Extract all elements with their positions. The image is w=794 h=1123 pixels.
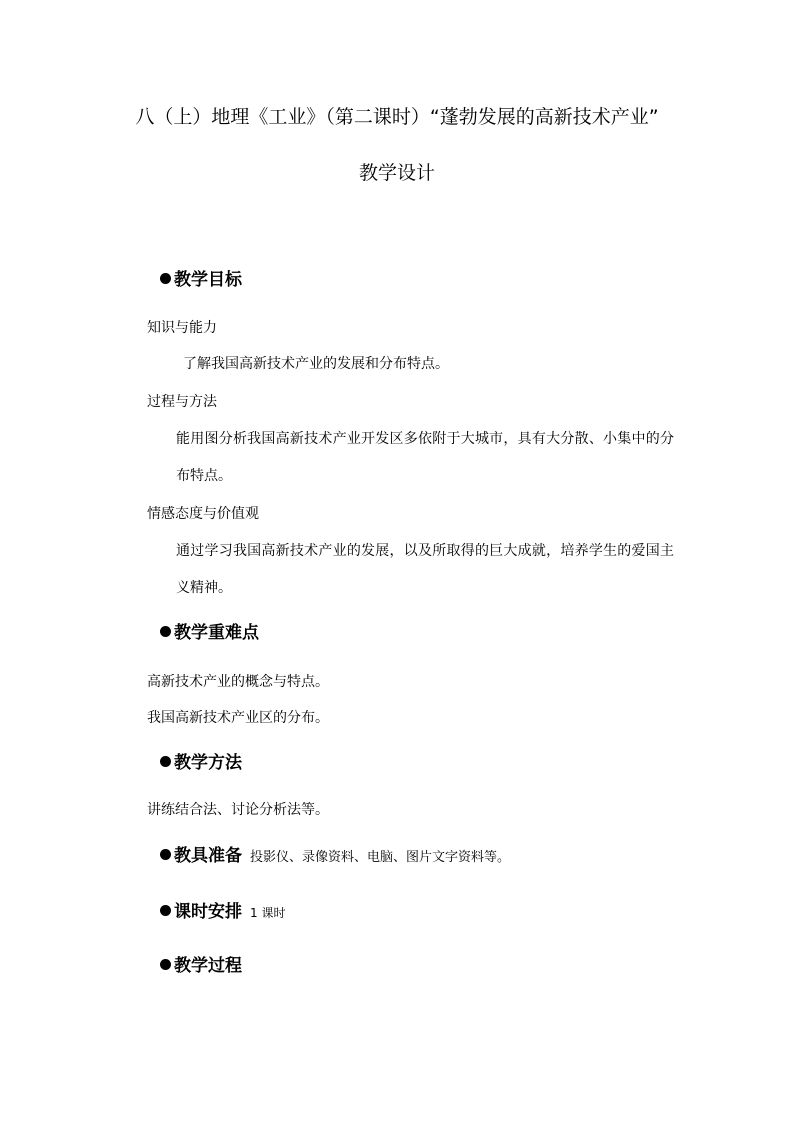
- bullet-icon: [160, 849, 171, 860]
- bullet-icon: [160, 626, 171, 637]
- section-heading-process: 教学过程: [160, 958, 242, 975]
- bullet-icon: [160, 959, 171, 970]
- bullet-icon: [160, 756, 171, 767]
- document-subtitle: 教学设计: [358, 162, 435, 184]
- tools-text: 投影仪、录像资料、电脑、图片文字资料等。: [250, 850, 511, 865]
- objective-knowledge-text: 了解我国高新技术产业的发展和分布特点。: [183, 356, 449, 372]
- objective-knowledge-label: 知识与能力: [147, 320, 217, 336]
- objective-process-label: 过程与方法: [147, 394, 217, 410]
- section-heading-key-points: 教学重难点: [160, 625, 259, 642]
- bullet-icon: [160, 273, 171, 284]
- methods-text: 讲练结合法、讨论分析法等。: [147, 802, 329, 818]
- objective-process-text: 能用图分析我国高新技术产业开发区多依附于大城市，具有大分散、小集中的分布特点。: [176, 431, 674, 484]
- objective-emotion-label: 情感态度与价值观: [147, 506, 259, 522]
- section-heading-tools: 教具准备 投影仪、录像资料、电脑、图片文字资料等。: [160, 848, 510, 865]
- schedule-text: 1 课时: [250, 906, 286, 920]
- section-heading-methods: 教学方法: [160, 755, 242, 772]
- objective-emotion-text: 通过学习我国高新技术产业的发展，以及所取得的巨大成就，培养学生的爱国主义精神。: [176, 543, 674, 596]
- key-point-item: 高新技术产业的概念与特点。: [147, 674, 329, 690]
- section-heading-schedule: 课时安排 1 课时: [160, 904, 285, 921]
- section-heading-objectives: 教学目标: [160, 272, 242, 289]
- bullet-icon: [160, 905, 171, 916]
- key-point-item: 我国高新技术产业区的分布。: [147, 710, 329, 726]
- document-title: 八（上）地理《工业》（第二课时）“蓬勃发展的高新技术产业”: [135, 106, 659, 128]
